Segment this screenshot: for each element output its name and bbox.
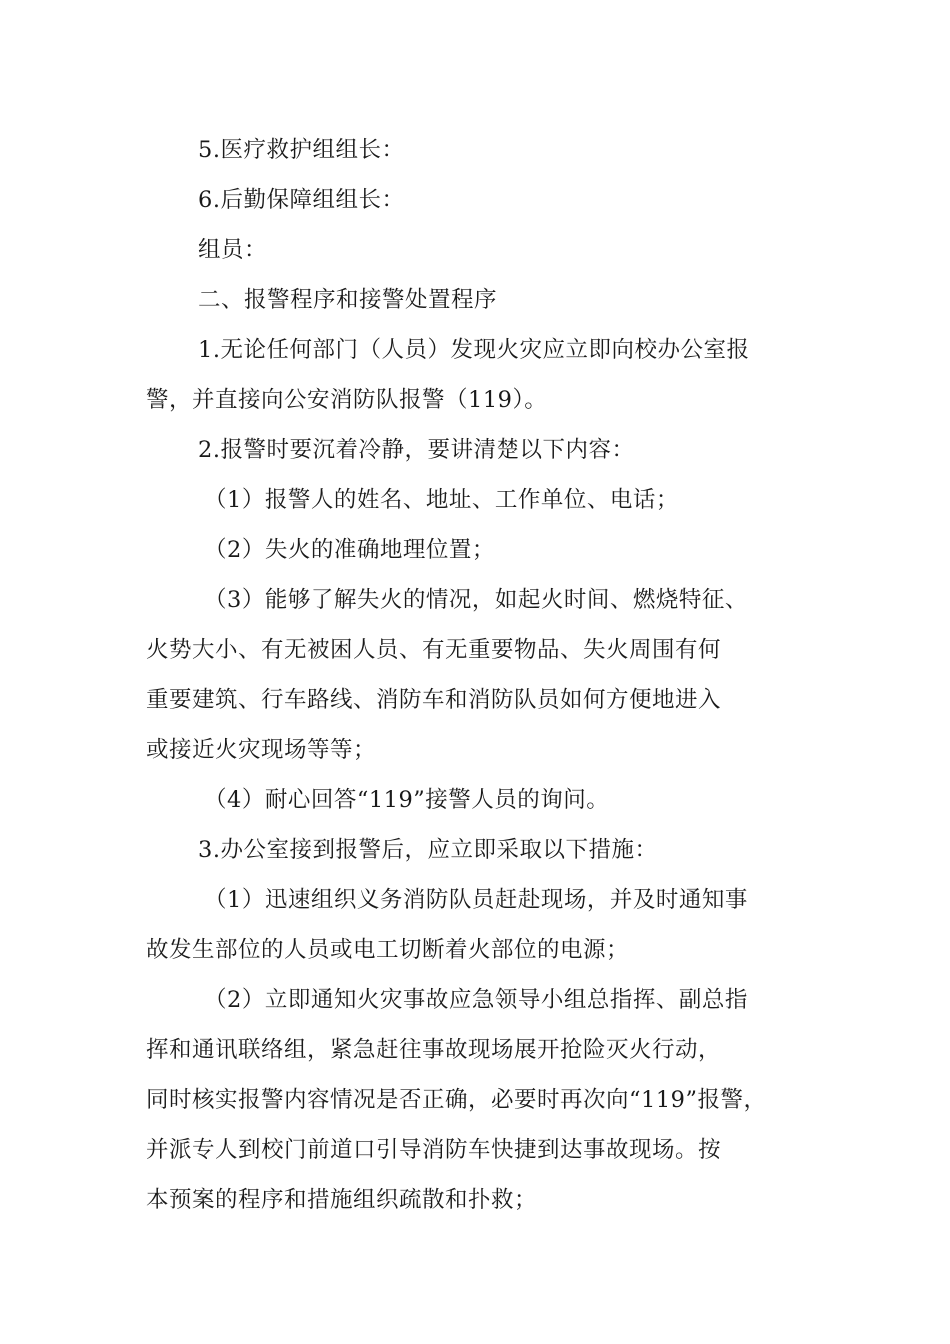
list-item-line: （1）迅速组织义务消防队员赶赴现场，并及时通知事: [204, 887, 748, 913]
list-item-line: （1）报警人的姓名、地址、工作单位、电话；: [204, 487, 679, 513]
paragraph-line: 故发生部位的人员或电工切断着火部位的电源；: [146, 937, 630, 963]
document-body: [146, 125, 826, 1225]
paragraph-line: 火势大小、有无被困人员、有无重要物品、失火周围有何: [146, 637, 722, 663]
section-heading-alarm-procedure: 二、报警程序和接警处置程序: [198, 287, 498, 313]
paragraph-line: 3.办公室接到报警后，应立即采取以下措施：: [198, 837, 658, 863]
paragraph-line: 重要建筑、行车路线、消防车和消防队员如何方便地进入: [146, 687, 722, 713]
line-logistics-leader: 6.后勤保障组组长：: [198, 187, 405, 213]
line-members: 组员：: [198, 237, 268, 263]
paragraph-line: 挥和通讯联络组，紧急赶往事故现场展开抢险灭火行动，: [146, 1037, 722, 1063]
list-item-line: （4）耐心回答“119”接警人员的询问。: [204, 787, 610, 813]
paragraph-line: 警，并直接向公安消防队报警（119）。: [146, 387, 548, 413]
paragraph-line: 并派专人到校门前道口引导消防车快捷到达事故现场。按: [146, 1137, 722, 1163]
paragraph-line: 1.无论任何部门（人员）发现火灾应立即向校办公室报: [198, 337, 750, 363]
paragraph-line: 2.报警时要沉着冷静，要讲清楚以下内容：: [198, 437, 635, 463]
paragraph-line: 本预案的程序和措施组织疏散和扑救；: [146, 1187, 538, 1213]
paragraph-line: 或接近火灾现场等等；: [146, 737, 377, 763]
list-item-line: （2）失火的准确地理位置；: [204, 537, 495, 563]
list-item-line: （2）立即通知火灾事故应急领导小组总指挥、副总指: [204, 987, 748, 1013]
paragraph-line: 同时核实报警内容情况是否正确，必要时再次向“119”报警，: [146, 1087, 767, 1113]
line-medical-rescue-leader: 5.医疗救护组组长：: [198, 137, 405, 163]
list-item-line: （3）能够了解失火的情况，如起火时间、燃烧特征、: [204, 587, 748, 613]
